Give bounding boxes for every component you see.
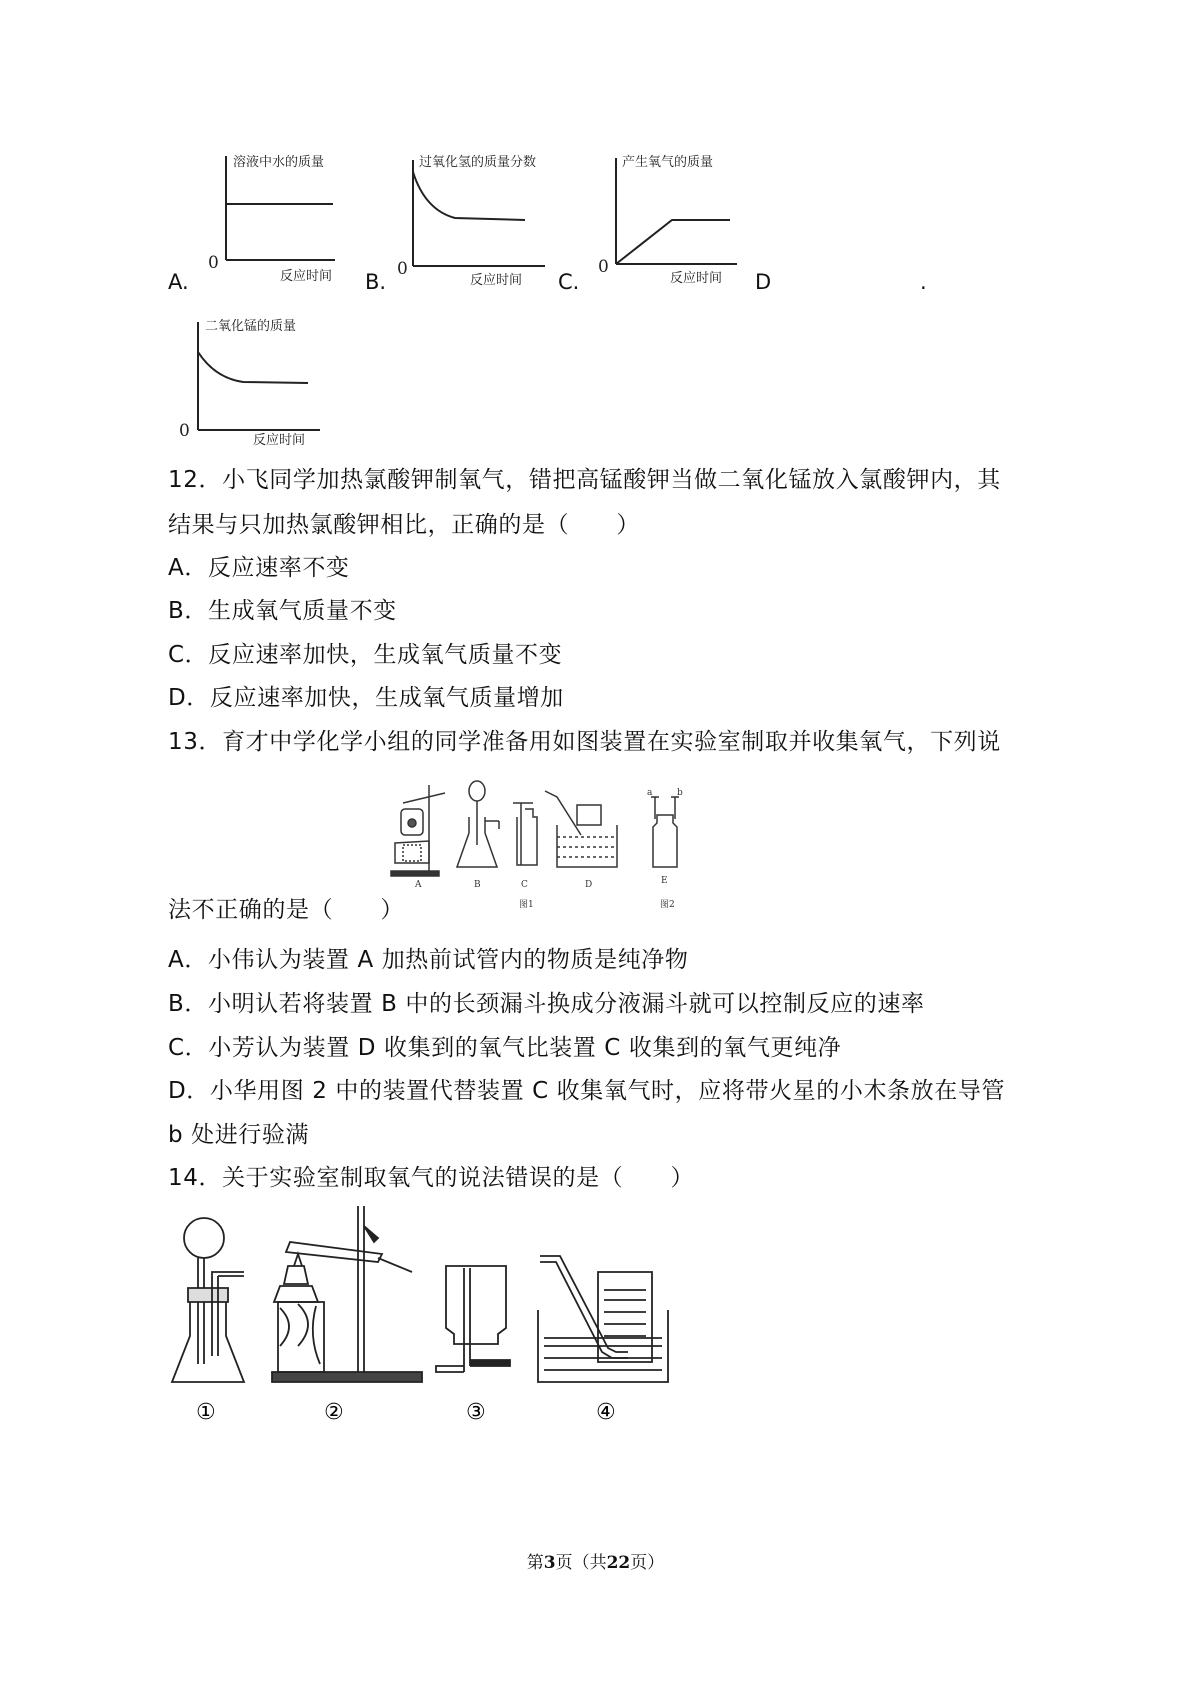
q13-stem-line2: 法不正确的是（ ） (168, 897, 404, 923)
q13-option-b: B．小明认若将装置 B 中的长颈漏斗换成分液漏斗就可以控制反应的速率 (168, 991, 925, 1017)
q13-option-d-cont: b 处进行验满 (168, 1122, 310, 1148)
apparatus-e (647, 788, 683, 867)
apparatus-3 (436, 1266, 510, 1372)
q14-apparatus-figure (168, 1196, 688, 1436)
origin-label: 0 (397, 259, 408, 279)
series-line (616, 220, 730, 264)
q13-option-a: A．小伟认为装置 A 加热前试管内的物质是纯净物 (168, 947, 689, 973)
option-b-label: B. (365, 270, 387, 294)
q12-stem-line2: 结果与只加热氯酸钾相比，正确的是（ ） (168, 512, 640, 538)
apparatus-4 (538, 1256, 668, 1382)
q12-stem-line1: 12．小飞同学加热氯酸钾制氧气，错把高锰酸钾当做二氧化锰放入氯酸钾内，其 (168, 467, 1001, 493)
apparatus-d (545, 791, 617, 867)
y-axis-label: 过氧化氢的质量分数 (419, 155, 537, 170)
option-d-label: D (755, 270, 772, 294)
apparatus-b (457, 781, 499, 867)
q13-apparatus-figure (385, 775, 700, 915)
page-footer (0, 1548, 1191, 1573)
apparatus-2 (272, 1206, 422, 1382)
apparatus-a (391, 785, 445, 876)
apparatus-c (513, 803, 537, 865)
x-axis-label: 反应时间 (470, 273, 523, 288)
fig-label-c: C (521, 880, 528, 890)
fig-label-2: ② (324, 1400, 344, 1425)
svg-text:a: a (647, 788, 653, 798)
x-axis-label: 反应时间 (253, 433, 306, 448)
footer-prefix: 第 (526, 1553, 544, 1573)
option-a-label: A. (168, 270, 189, 294)
origin-label: 0 (598, 257, 609, 277)
origin-label: 0 (179, 421, 190, 441)
fig-label-3: ③ (466, 1400, 486, 1425)
origin-label: 0 (208, 253, 219, 273)
q12-option-b: B．生成氧气质量不变 (168, 598, 397, 624)
q12-option-d: D．反应速率加快，生成氧气质量增加 (168, 685, 564, 711)
svg-text:b: b (677, 788, 683, 798)
fig-label-1: ① (196, 1400, 216, 1425)
chart-option-b (395, 148, 560, 288)
fig-label-a: A (415, 880, 422, 890)
q12-option-c: C．反应速率加快，生成氧气质量不变 (168, 642, 563, 668)
chart-option-a (200, 148, 350, 288)
x-axis-label: 反应时间 (670, 271, 723, 286)
fig-tag-2: 图2 (660, 900, 675, 910)
series-line (198, 352, 308, 383)
q12-option-a: A．反应速率不变 (168, 555, 350, 581)
x-axis-label: 反应时间 (280, 269, 333, 284)
series-line (413, 172, 525, 220)
option-c-label: C. (558, 270, 580, 294)
footer-page-number: 3 (543, 1553, 556, 1573)
y-axis-label: 二氧化锰的质量 (205, 319, 297, 334)
footer-total-pages: 22 (606, 1553, 631, 1573)
apparatus-1 (172, 1218, 244, 1382)
y-axis-label: 产生氧气的质量 (622, 155, 714, 170)
q13-option-c: C．小芳认为装置 D 收集到的氧气比装置 C 收集到的氧气更纯净 (168, 1035, 842, 1061)
fig-label-d: D (585, 880, 593, 890)
y-axis-label: 溶液中水的质量 (233, 155, 325, 170)
option-d-dot: . (920, 270, 927, 294)
fig-tag-1: 图1 (519, 900, 534, 910)
footer-middle: 页（共 (555, 1553, 607, 1573)
q13-option-d: D．小华用图 2 中的装置代替装置 C 收集氧气时，应将带火星的小木条放在导管 (168, 1078, 1006, 1104)
q13-stem-line1: 13．育才中学化学小组的同学准备用如图装置在实验室制取并收集氧气，下列说 (168, 729, 1001, 755)
chart-option-d (175, 312, 335, 452)
fig-label-e: E (661, 876, 668, 886)
fig-label-4: ④ (596, 1400, 616, 1425)
chart-option-c (592, 148, 752, 288)
footer-suffix: 页） (630, 1553, 665, 1573)
fig-label-b: B (474, 880, 481, 890)
q14-stem: 14．关于实验室制取氧气的说法错误的是（ ） (168, 1165, 695, 1191)
